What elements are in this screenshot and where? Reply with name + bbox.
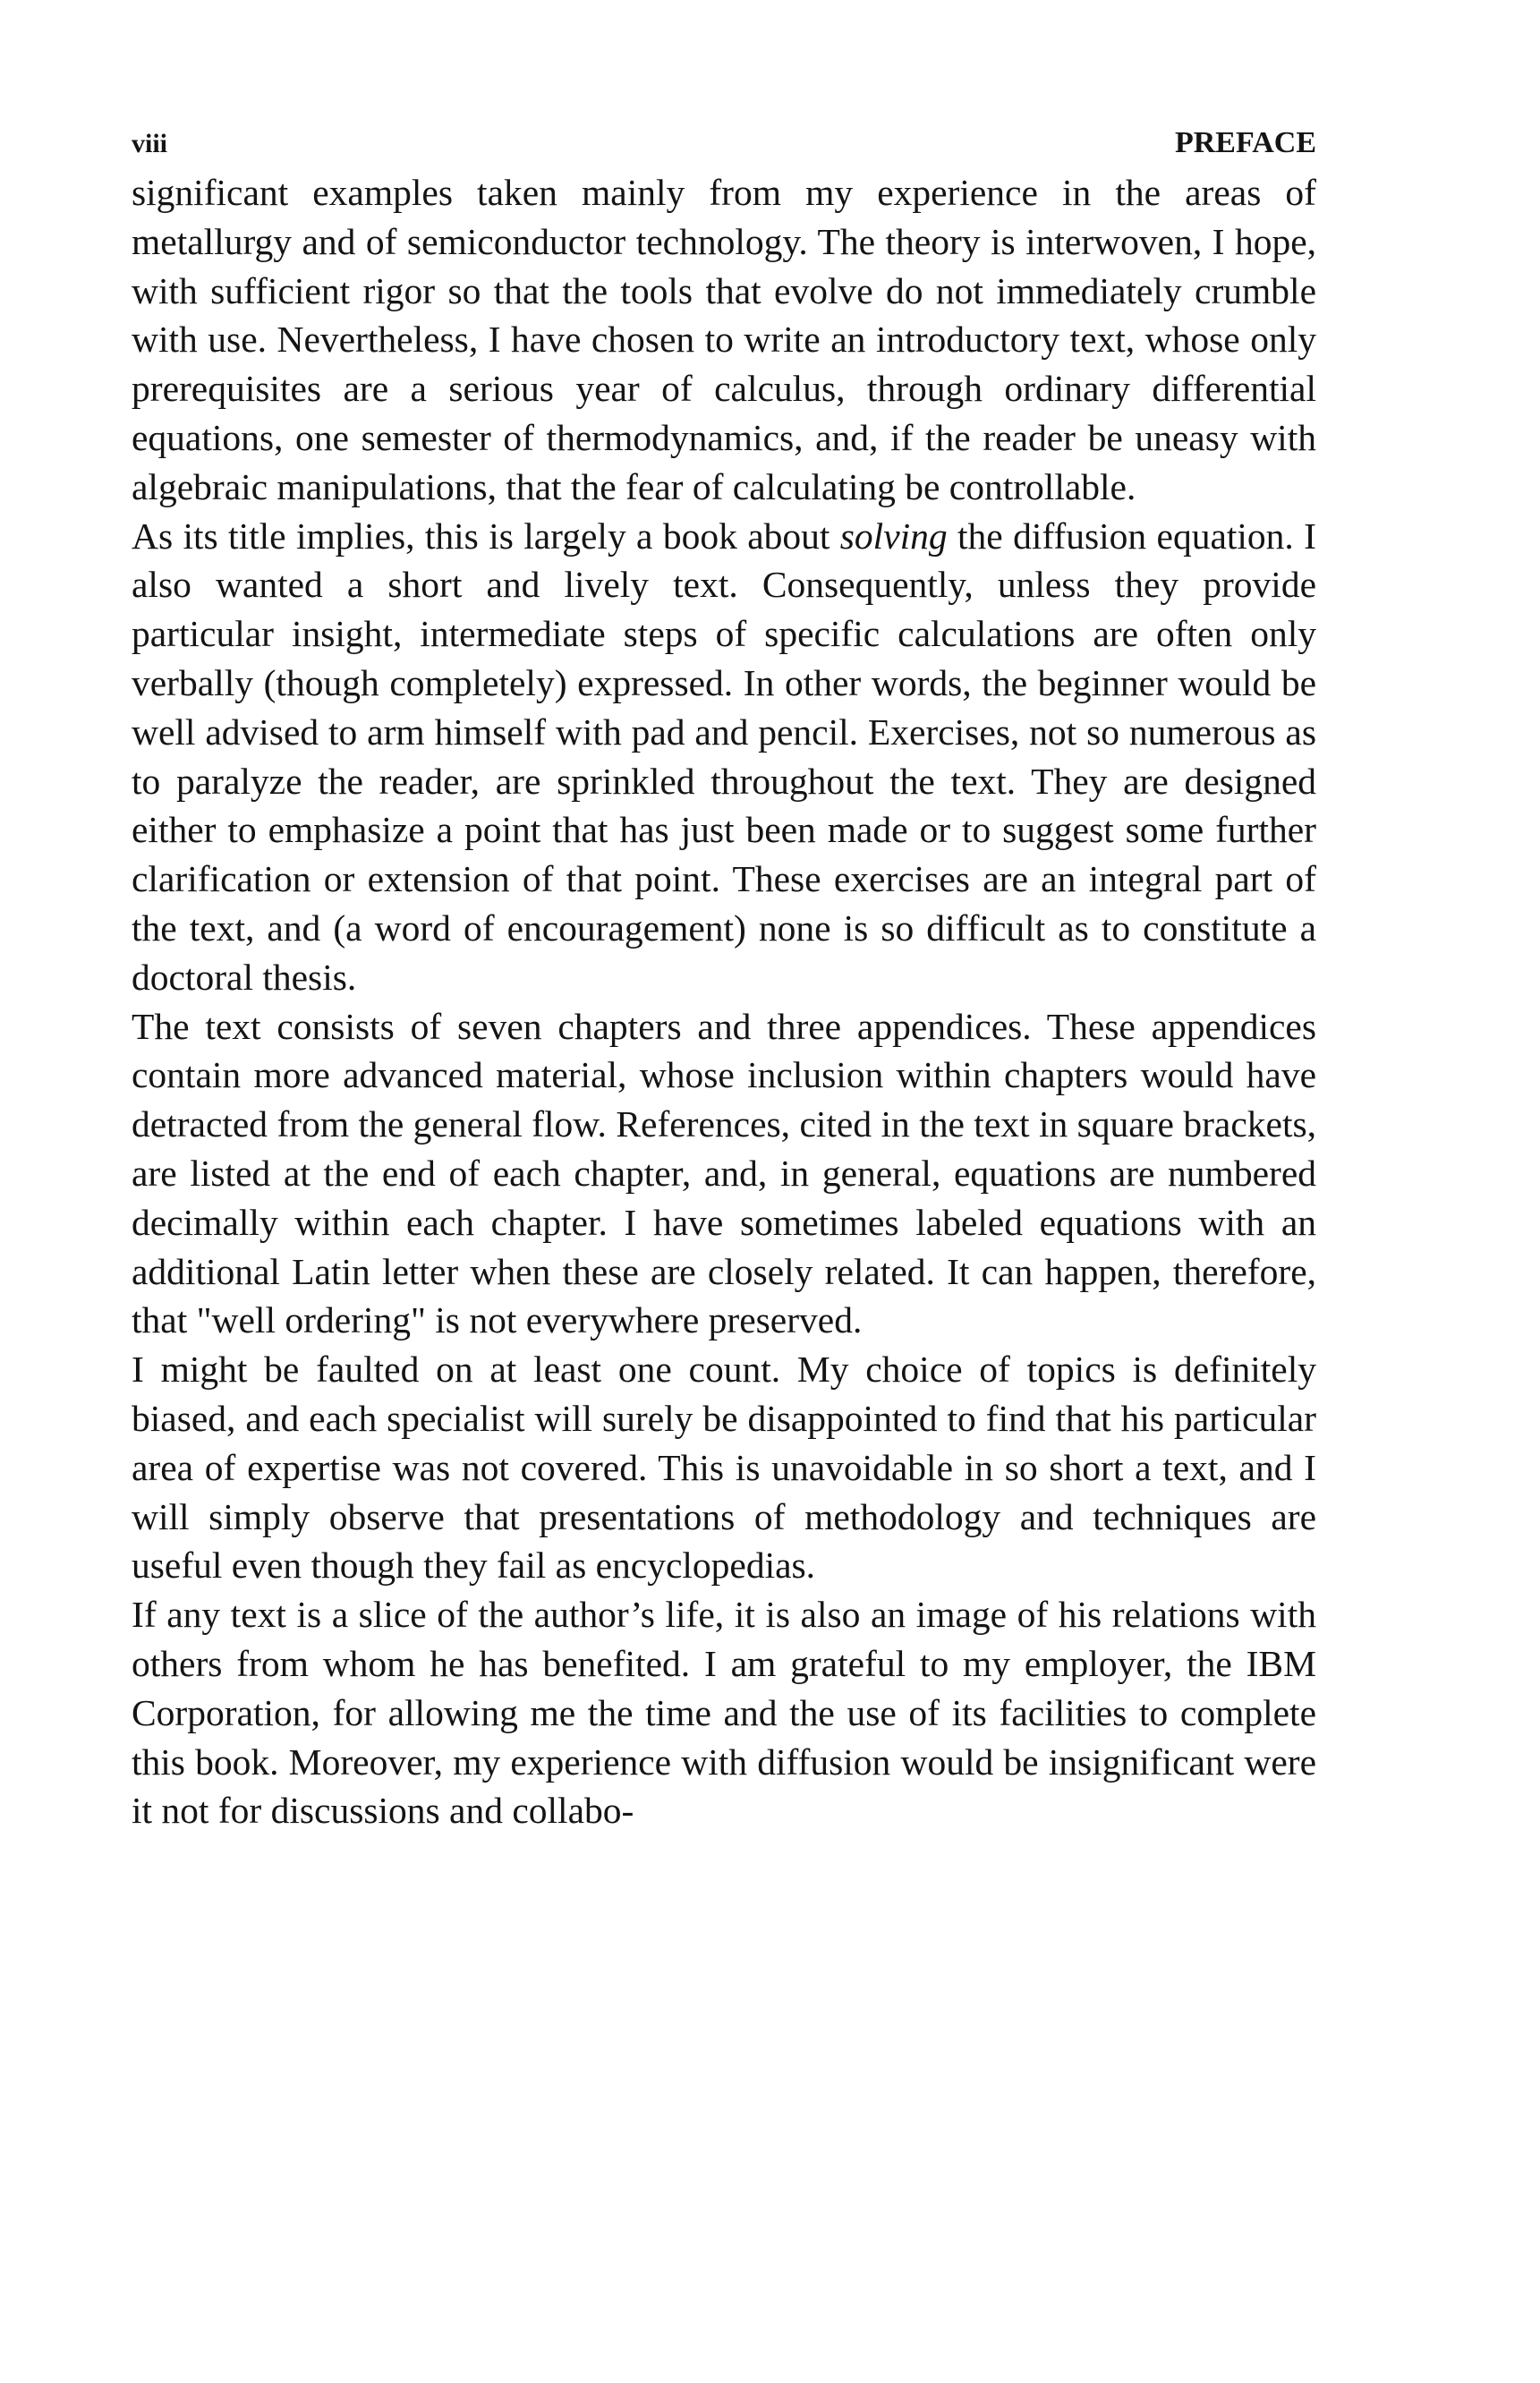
paragraph-3: The text consists of seven chapters and three appendices. These appendices contain more advanced material, whose inclusion within chapters would have detracted from the general flow. References, cited in the text in square brackets, are listed at the end of each chapter, and, in general, equations are numbered decimally within each chapter. I have sometimes labeled equations with an additional Latin letter when these are closely related. It can happen, therefore, that "well ordering" is not everywhere preserved. (132, 1005, 1316, 1341)
paragraph-5: If any text is a slice of the author’s life, it is also an image of his relations with others from whom he has benefited. I am grateful to my employer, the IBM Corporation, for allowing me the time and the use of its facilities to complete this book. Moreover, my experience with diffusion would be insignificant were it not for discussions and collabo- (132, 1594, 1316, 1832)
paragraph-1: significant examples taken mainly from my experience in the areas of metallurgy and of semiconductor technology. The theory is interwoven, I hope, with sufficient rigor so that the tools that evolve do not immediately crumble with use. Nevertheless, I have chosen to write an introductory text, whose only prerequisites are a serious year of calculus, through ordinary differential equations, one semester of thermodynamics, and, if the reader be uneasy with algebraic manipulations, that the fear of calculating be controllable. (132, 172, 1316, 507)
running-head (132, 125, 1316, 168)
running-title: PREFACE (1174, 126, 1316, 159)
book-page (132, 125, 1316, 1835)
paragraph-4: I might be faulted on at least one count. My choice of topics is definitely biased, and each specialist will surely be disappointed to find that his particular area of expertise was not covered. This is unavoidable in so short a text, and I will simply observe that presentations of methodology and techniques are useful even though they fail as encyclopedias. (132, 1349, 1316, 1587)
body-text (132, 168, 1316, 1835)
page-number: viii (132, 129, 168, 158)
emphasized-word: solving (839, 515, 948, 557)
paragraph-2: As its title implies, this is largely a book about solving the diffusion equation. I also wanted a short and lively text. Consequently, unless they provide particular insight, intermediate steps of specific calculations are often only verbally (though completely) expressed. In other words, the beginner would be well advised to arm himself with pad and pencil. Exercises, not so numerous as to paralyze the reader, are sprinkled throughout the text. They are designed either to emphasize a point that has just been made or to suggest some further clarification or extension of that point. These exercises are an integral part of the text, and (a word of encouragement) none is so difficult as to constitute a doctoral thesis. (132, 515, 1316, 998)
